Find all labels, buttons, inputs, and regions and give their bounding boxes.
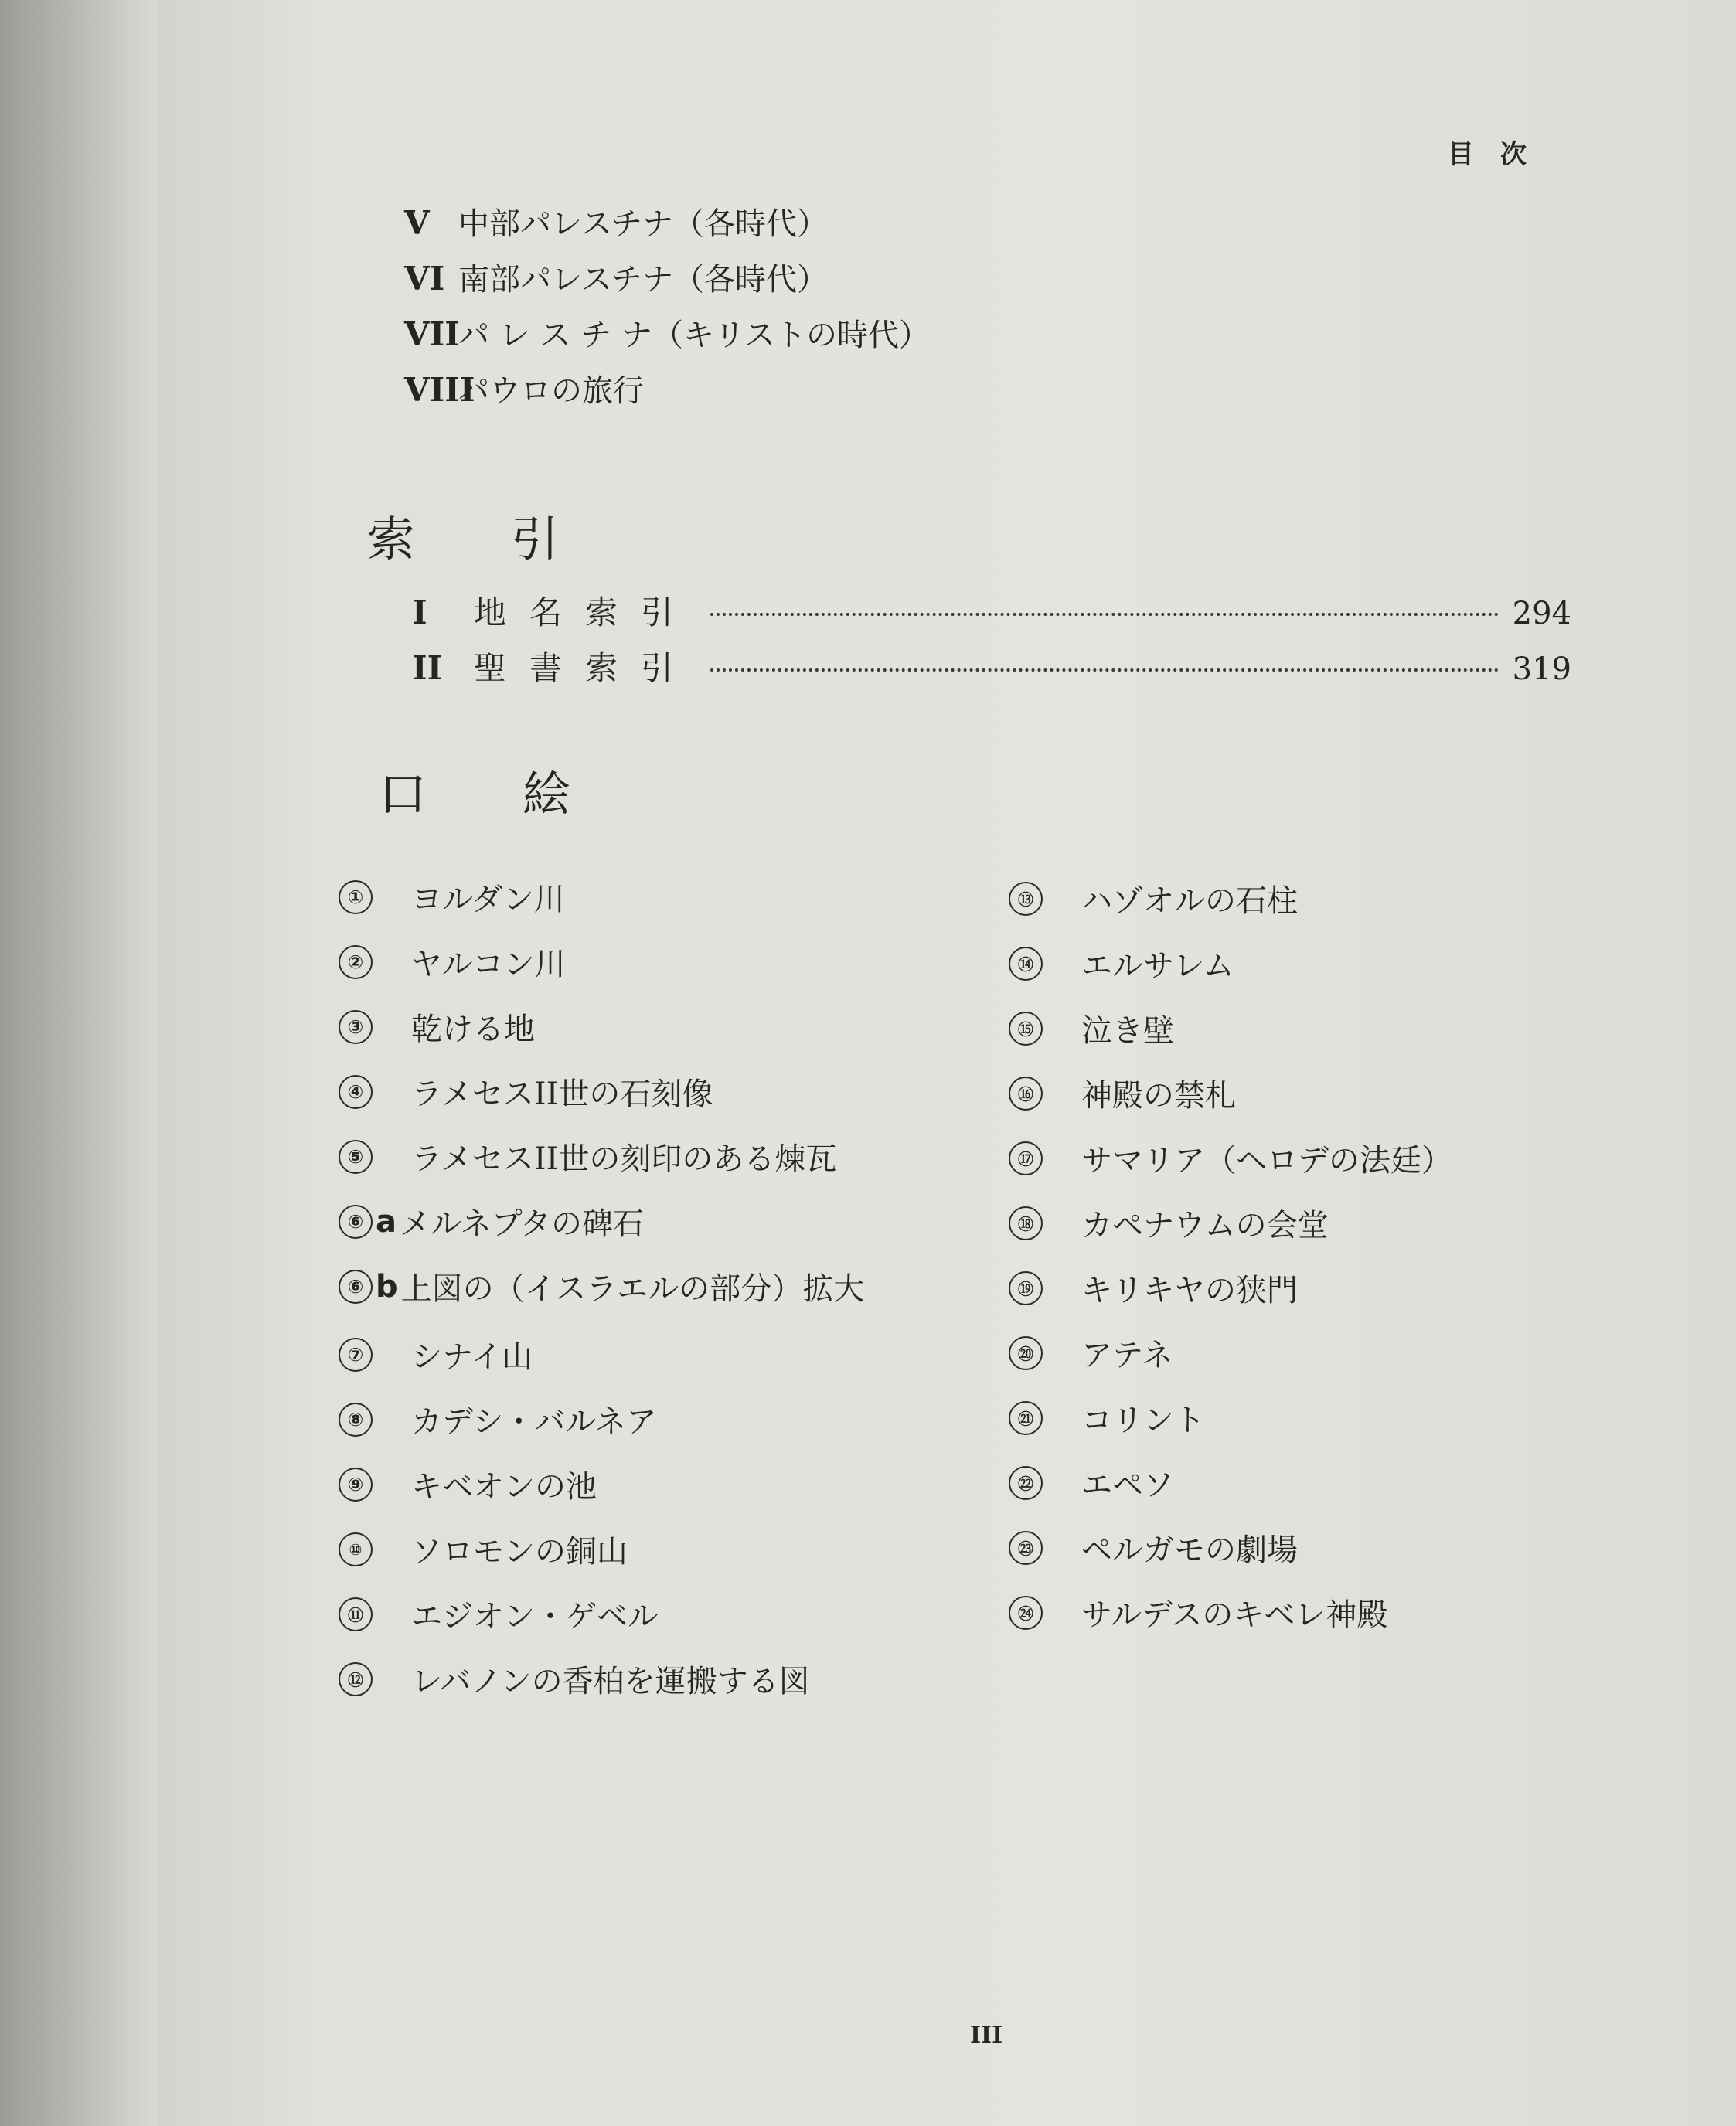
leader-dots — [710, 668, 1499, 672]
plate-item — [1009, 1136, 1452, 1180]
plate-item — [339, 1462, 597, 1506]
map-number: V — [404, 204, 430, 242]
plate-item — [1009, 1071, 1236, 1115]
map-number: VI — [404, 260, 445, 298]
plate-number: ⑯ — [1009, 1077, 1043, 1111]
plate-number: ⑤ — [339, 1140, 373, 1174]
plate-title: エジオン・ゲベル — [411, 1599, 659, 1634]
plate-number: ⑮ — [1009, 1012, 1043, 1046]
plate-item — [1009, 1526, 1298, 1570]
plates-section-heading: 口 絵 — [379, 766, 571, 822]
plate-number: ⑥ — [339, 1205, 373, 1239]
plate-item — [339, 1070, 713, 1114]
map-list-item — [404, 311, 930, 355]
plate-item — [339, 1005, 535, 1049]
plate-item — [1009, 1590, 1387, 1634]
plate-number: ③ — [339, 1010, 373, 1044]
book-gutter — [0, 0, 158, 2126]
index-entry-number: II — [412, 649, 443, 687]
plate-number: ⑥ — [339, 1270, 373, 1304]
plate-item — [1009, 876, 1298, 920]
plate-title: エペソ — [1081, 1468, 1174, 1503]
plate-number: ⑪ — [339, 1597, 373, 1631]
plate-title: 上図の（イスラエルの部分）拡大 — [400, 1271, 865, 1307]
map-title: 南部パレスチナ（各時代） — [458, 262, 828, 298]
plate-item — [1009, 1396, 1205, 1440]
plate-title: ソロモンの銅山 — [411, 1534, 628, 1570]
plate-number: ⑳ — [1009, 1336, 1043, 1370]
plate-title: 乾ける地 — [411, 1012, 535, 1047]
plate-number: ㉑ — [1009, 1401, 1043, 1435]
plate-title: ラメセスII世の刻印のある煉瓦 — [411, 1141, 837, 1177]
index-entry-number: I — [412, 594, 427, 631]
plate-title: アテネ — [1081, 1338, 1173, 1373]
plate-number: ⑱ — [1009, 1206, 1043, 1240]
plate-title: メルネプタの碑石 — [400, 1206, 644, 1242]
plate-title: コリント — [1081, 1403, 1205, 1438]
map-title: 中部パレスチナ（各時代） — [458, 206, 828, 242]
page-folio: III — [970, 2022, 1003, 2049]
plate-title: カデシ・バルネア — [411, 1404, 657, 1440]
plate-item — [1009, 941, 1234, 985]
plate-title: サマリア（ヘロデの法廷） — [1081, 1143, 1452, 1179]
plate-title: ヨルダン川 — [411, 882, 565, 917]
plate-title: シナイ山 — [411, 1339, 533, 1375]
plate-number: ⑨ — [339, 1468, 373, 1502]
plate-item — [339, 1527, 628, 1571]
index-entry-page: 319 — [1512, 651, 1571, 687]
index-entry-label: 聖書索引 — [474, 649, 697, 687]
plate-title: ラメセスII世の石刻像 — [411, 1077, 713, 1112]
plate-title: サルデスのキベレ神殿 — [1081, 1597, 1388, 1633]
plate-item — [1009, 1201, 1329, 1245]
map-title: パ レ ス チ ナ（キリストの時代） — [458, 318, 931, 353]
plate-title: キリキヤの狭門 — [1081, 1273, 1298, 1308]
plate-item — [339, 1134, 836, 1179]
map-list-item — [404, 199, 828, 243]
plate-item — [1009, 1266, 1298, 1310]
plate-title: レバノンの香柏を運搬する図 — [411, 1664, 810, 1699]
plate-number: ⑧ — [339, 1403, 373, 1437]
plate-number: ⑦ — [339, 1338, 373, 1372]
running-header: 目 次 — [1448, 139, 1527, 170]
plate-item — [339, 940, 566, 984]
plate-number: ① — [339, 880, 373, 914]
plate-title: キベオンの池 — [411, 1469, 597, 1505]
plate-item — [339, 1264, 864, 1308]
index-entry-label: 地名索引 — [474, 594, 697, 631]
map-number: VII — [404, 315, 460, 353]
index-entry — [412, 643, 1571, 689]
plate-title: 泣き壁 — [1081, 1013, 1174, 1049]
map-number: VIII — [404, 371, 475, 409]
plate-number: ㉒ — [1009, 1466, 1043, 1500]
index-entry-page: 294 — [1512, 596, 1571, 631]
plate-item — [339, 1657, 810, 1701]
plate-item — [339, 1199, 644, 1243]
map-list-item — [404, 255, 828, 299]
plate-title: ハゾオルの石柱 — [1081, 883, 1298, 919]
plate-item — [339, 1592, 659, 1636]
plate-number: ⑰ — [1009, 1141, 1043, 1175]
plate-item — [1009, 1461, 1174, 1505]
index-section-heading: 索 引 — [367, 511, 560, 567]
plate-title: カペナウムの会堂 — [1081, 1208, 1329, 1243]
map-list-item — [404, 366, 644, 410]
map-title: パウロの旅行 — [458, 373, 644, 409]
plate-suffix: b — [376, 1268, 398, 1305]
plate-item — [1009, 1331, 1173, 1375]
plate-number: ② — [339, 945, 373, 979]
plate-number: ④ — [339, 1075, 373, 1109]
plate-title: 神殿の禁札 — [1081, 1078, 1236, 1114]
plate-number: ⑭ — [1009, 947, 1043, 981]
plate-item — [339, 1397, 657, 1441]
plate-title: エルサレム — [1081, 948, 1234, 984]
plate-item — [339, 875, 565, 919]
plate-number: ㉔ — [1009, 1596, 1043, 1630]
plate-number: ⑬ — [1009, 882, 1043, 916]
plate-number: ㉓ — [1009, 1531, 1043, 1565]
book-page — [158, 0, 1736, 2126]
plate-item — [1009, 1006, 1174, 1050]
plate-number: ⑲ — [1009, 1271, 1043, 1305]
plate-title: ヤルコン川 — [411, 947, 566, 982]
plate-suffix: a — [376, 1203, 397, 1240]
index-entry — [412, 587, 1571, 634]
plate-number: ⑫ — [339, 1662, 373, 1696]
plate-item — [339, 1332, 533, 1376]
leader-dots — [710, 613, 1499, 616]
plate-number: ⑩ — [339, 1532, 373, 1566]
plate-title: ペルガモの劇場 — [1081, 1532, 1298, 1568]
